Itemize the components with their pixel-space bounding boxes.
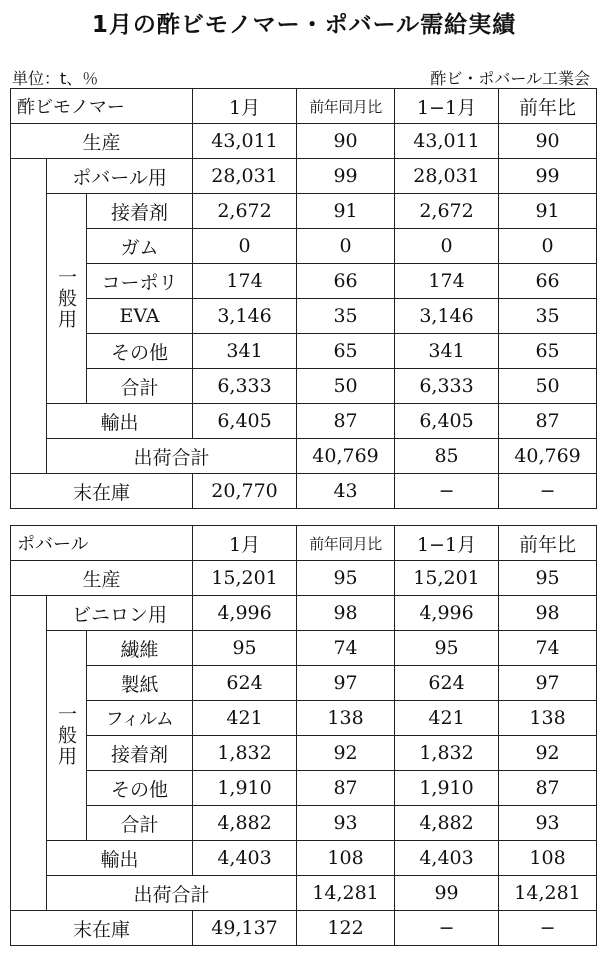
document-title: 1月の酢ビモノマー・ポバール需給実績 [91,12,517,38]
cell-month: 6,405 [193,404,297,439]
cell-yoy-month: 98 [297,596,395,631]
monomer-table [10,88,597,509]
cell-yoy-month: 65 [297,334,395,369]
cell-month: 174 [193,264,297,299]
header-yoy-month: 前年同月比 [297,526,395,561]
cell-month: 15,201 [193,561,297,596]
cell-yoy: 90 [499,124,597,159]
cell-month: 4,403 [193,841,297,876]
cell-month: 20,770 [193,474,297,509]
cell-month: 3,146 [193,299,297,334]
table-row [11,841,597,876]
row-label: 繊維 [87,631,193,666]
cell-yoy-month: 66 [297,264,395,299]
row-label: 生産 [11,124,193,159]
cell-ytd: 4,403 [395,841,499,876]
cell-ytd: 0 [395,229,499,264]
row-label: 輸出 [47,841,193,876]
cell-yoy-month: 87 [297,771,395,806]
row-label: 生産 [11,561,193,596]
cell-yoy: 98 [499,596,597,631]
cell-month: 624 [193,666,297,701]
cell-month: 6,333 [193,369,297,404]
cell-yoy-month: 85 [395,439,499,474]
cell-ytd: 2,672 [395,194,499,229]
table-row [11,159,597,194]
row-label: ビニロン用 [47,596,193,631]
cell-ytd: 15,201 [395,561,499,596]
cell-ytd: 14,281 [499,876,597,911]
table-row [11,229,597,264]
unit-label: 単位：t、％ [12,69,99,88]
row-label: フィルム [87,701,193,736]
cell-yoy-month: 138 [297,701,395,736]
row-label: 輸出 [47,404,193,439]
cell-yoy: 95 [499,561,597,596]
cell-yoy: 65 [499,334,597,369]
cell-month: 2,672 [193,194,297,229]
cell-yoy-month: 50 [297,369,395,404]
general-use-label: 一般用 [47,631,87,841]
cell-ytd: 3,146 [395,299,499,334]
source-label: 酢ビ・ポバール工業会 [430,69,590,88]
cell-yoy-month: 95 [297,561,395,596]
cell-yoy: 35 [499,299,597,334]
cell-month: 4,996 [193,596,297,631]
cell-yoy: 92 [499,736,597,771]
header-yoy: 前年比 [499,89,597,124]
cell-yoy-month: 99 [297,159,395,194]
header-ytd: 1−1月 [395,89,499,124]
cell-ytd: 28,031 [395,159,499,194]
cell-yoy-month: 122 [297,911,395,946]
table-row [11,911,597,946]
cell-yoy-month: 90 [297,124,395,159]
row-label: 接着剤 [87,736,193,771]
cell-yoy-month: 97 [297,666,395,701]
cell-month: 43,011 [193,124,297,159]
header-ytd: 1−1月 [395,526,499,561]
cell-ytd: 1,910 [395,771,499,806]
cell-month: 0 [193,229,297,264]
cell-ytd: − [395,911,499,946]
indent-spacer [11,596,47,911]
header-month: 1月 [193,526,297,561]
cell-yoy-month: 74 [297,631,395,666]
cell-ytd: 6,405 [395,404,499,439]
cell-yoy-month: 35 [297,299,395,334]
table-row [11,701,597,736]
cell-month: 341 [193,334,297,369]
cell-yoy: 138 [499,701,597,736]
row-label: 製紙 [87,666,193,701]
cell-ytd: 624 [395,666,499,701]
table-row [11,404,597,439]
header-month: 1月 [193,89,297,124]
table-row [11,596,597,631]
cell-ytd: 421 [395,701,499,736]
cell-month: 1,832 [193,736,297,771]
table-row [11,264,597,299]
table-row [11,771,597,806]
cell-month: 421 [193,701,297,736]
cell-ytd: 43,011 [395,124,499,159]
cell-yoy: 91 [499,194,597,229]
cell-yoy: − [499,474,597,509]
cell-month: 14,281 [297,876,395,911]
cell-ytd: 6,333 [395,369,499,404]
row-label: ポバール用 [47,159,193,194]
table-row [11,561,597,596]
cell-ytd: 341 [395,334,499,369]
table-row [11,876,597,911]
table-header-row [11,89,597,124]
cell-yoy: 50 [499,369,597,404]
header-yoy-month: 前年同月比 [297,89,395,124]
cell-yoy-month: 43 [297,474,395,509]
row-label: ガム [87,229,193,264]
cell-yoy: − [499,911,597,946]
table-row [11,736,597,771]
cell-yoy: 108 [499,841,597,876]
general-use-label: 一般用 [47,194,87,404]
cell-yoy: 97 [499,666,597,701]
table-header-row [11,526,597,561]
cell-yoy-month: 99 [395,876,499,911]
cell-month: 95 [193,631,297,666]
product-name: ポバール [11,526,193,561]
cell-yoy-month: 93 [297,806,395,841]
cell-month: 1,910 [193,771,297,806]
row-label: EVA [87,299,193,334]
row-label: その他 [87,334,193,369]
row-label: 接着剤 [87,194,193,229]
cell-yoy: 0 [499,229,597,264]
cell-month: 4,882 [193,806,297,841]
row-label: 出荷合計 [47,439,297,474]
table-row [11,299,597,334]
table-row [11,666,597,701]
cell-ytd: 95 [395,631,499,666]
table-row [11,474,597,509]
row-label: コーポリ [87,264,193,299]
cell-month: 40,769 [297,439,395,474]
row-label: その他 [87,771,193,806]
table-row [11,334,597,369]
cell-yoy: 66 [499,264,597,299]
row-label: 末在庫 [11,474,193,509]
cell-yoy: 99 [499,159,597,194]
cell-ytd: 4,996 [395,596,499,631]
cell-yoy: 74 [499,631,597,666]
header-yoy: 前年比 [499,526,597,561]
cell-yoy-month: 91 [297,194,395,229]
table-row [11,439,597,474]
cell-yoy-month: 108 [297,841,395,876]
cell-ytd: − [395,474,499,509]
cell-yoy: 93 [499,806,597,841]
table-row [11,369,597,404]
cell-yoy-month: 92 [297,736,395,771]
cell-ytd: 4,882 [395,806,499,841]
table-row [11,124,597,159]
poval-table [10,525,597,946]
cell-yoy-month: 0 [297,229,395,264]
cell-ytd: 174 [395,264,499,299]
table-row [11,631,597,666]
table-row [11,806,597,841]
indent-spacer [11,159,47,474]
row-label: 合計 [87,806,193,841]
cell-month: 49,137 [193,911,297,946]
cell-month: 28,031 [193,159,297,194]
row-label: 合計 [87,369,193,404]
cell-yoy-month: 87 [297,404,395,439]
cell-yoy: 87 [499,771,597,806]
cell-yoy: 87 [499,404,597,439]
product-name: 酢ビモノマー [11,89,193,124]
table-row [11,194,597,229]
cell-ytd: 40,769 [499,439,597,474]
cell-ytd: 1,832 [395,736,499,771]
row-label: 出荷合計 [47,876,297,911]
row-label: 末在庫 [11,911,193,946]
